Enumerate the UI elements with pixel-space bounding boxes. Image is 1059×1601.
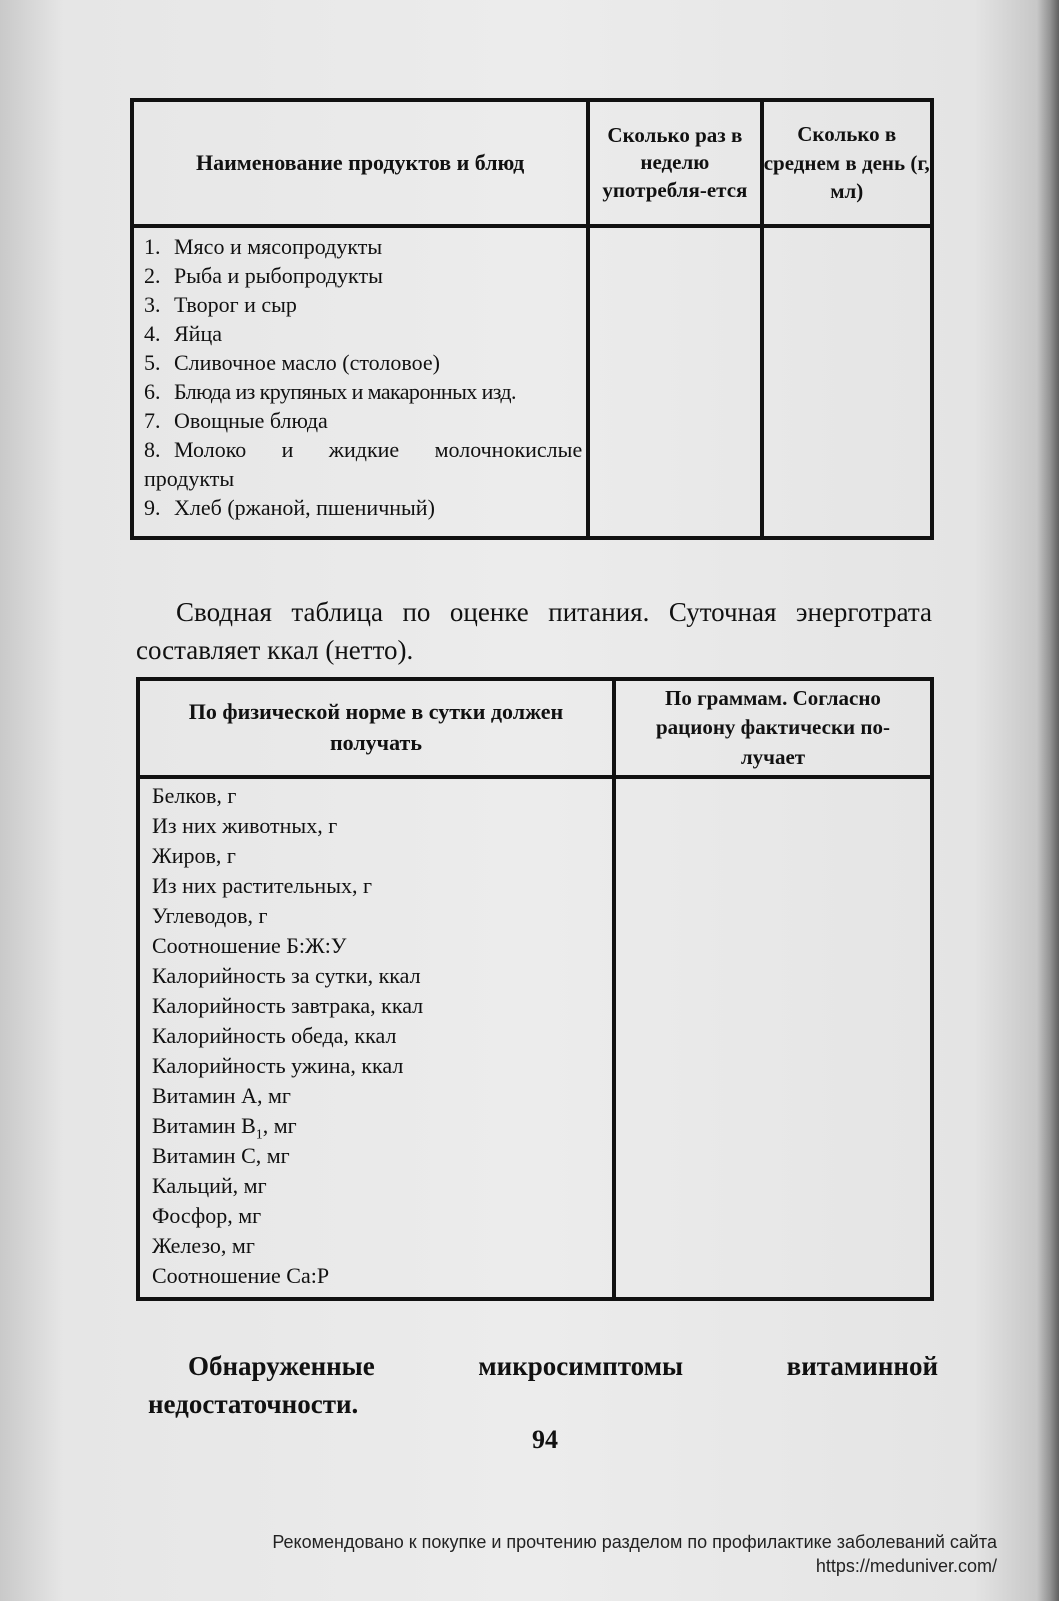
list-item: Витамин С, мг — [152, 1143, 290, 1168]
list-item: Калорийность завтрака, ккал — [152, 993, 424, 1018]
actual-intake-cell — [614, 777, 932, 1299]
header-physiological-norm: По физической норме в сутки должен получать — [138, 679, 614, 777]
list-item: Соотношение Б:Ж:У — [152, 933, 347, 958]
list-item: 1. Мясо и мясопродукты — [144, 234, 383, 259]
vitamin-deficiency-heading: Обнаруженные микросимптомы витаминной недостаточности. — [148, 1351, 938, 1419]
list-item: Фосфор, мг — [152, 1203, 262, 1228]
header-times-per-week: Сколько раз в неделю употребля-ется — [588, 100, 761, 226]
header-product-name: Наименование продуктов и блюд — [132, 100, 588, 226]
header-average-per-day: Сколько в среднем в день (г, мл) — [762, 100, 933, 226]
list-item: 4. Яйца — [144, 321, 222, 347]
list-item: 3. Творог и сыр — [144, 292, 297, 318]
list-item: Калорийность за сутки, ккал — [152, 963, 421, 988]
product-list-cell — [132, 226, 588, 538]
page-number: 94 — [532, 1425, 558, 1454]
list-item: Калорийность ужина, ккал — [152, 1053, 404, 1078]
food-frequency-table — [130, 98, 934, 540]
list-item: 7. Овощные блюда — [144, 408, 328, 434]
list-item: 5. Сливочное масло (столовое) — [144, 350, 440, 376]
list-item: Железо, мг — [152, 1233, 255, 1258]
product-list — [144, 232, 582, 522]
list-item: Из них растительных, г — [152, 873, 373, 898]
list-item: Калорийность обеда, ккал — [152, 1023, 397, 1048]
nutrient-list — [152, 781, 608, 1291]
nutrition-summary-table — [136, 677, 934, 1301]
list-item: Соотношение Са:Р — [152, 1263, 330, 1288]
times-per-week-cell — [588, 226, 761, 538]
list-item: Витамин $В_1$, мг — [152, 1113, 297, 1143]
list-item: Жиров, г — [152, 843, 236, 868]
page-edge-shadow — [1037, 0, 1059, 1601]
list-item: 8. Молоко и жидкие молочнокислые продукты — [144, 437, 583, 492]
list-item: Из них животных, г — [152, 813, 338, 838]
list-item: 2. Рыба и рыбопродукты — [144, 263, 383, 289]
list-item: Белков, г — [152, 783, 237, 808]
list-item: Углеводов, г — [152, 903, 268, 928]
summary-table-caption: Сводная таблица по оценке питания. Суточная энерготрата составляет ккал (нетто). — [136, 597, 932, 665]
nutrient-list-cell — [138, 777, 614, 1299]
list-item: Витамин А, мг — [152, 1083, 291, 1108]
watermark-text: Рекомендовано к покупке и прочтению разделом по профилактике заболеваний сайта https://meduniver.com/ — [272, 1532, 997, 1576]
list-item: 9. Хлеб (ржаной, пшеничный) — [144, 495, 435, 521]
header-actual-intake: По граммам. Согласно рациону фактически по-лучает — [614, 679, 932, 777]
average-per-day-cell — [762, 226, 933, 538]
list-item: Кальций, мг — [152, 1173, 267, 1198]
list-item: 6. Блюда из крупяных и макаронных изд. — [144, 379, 516, 405]
